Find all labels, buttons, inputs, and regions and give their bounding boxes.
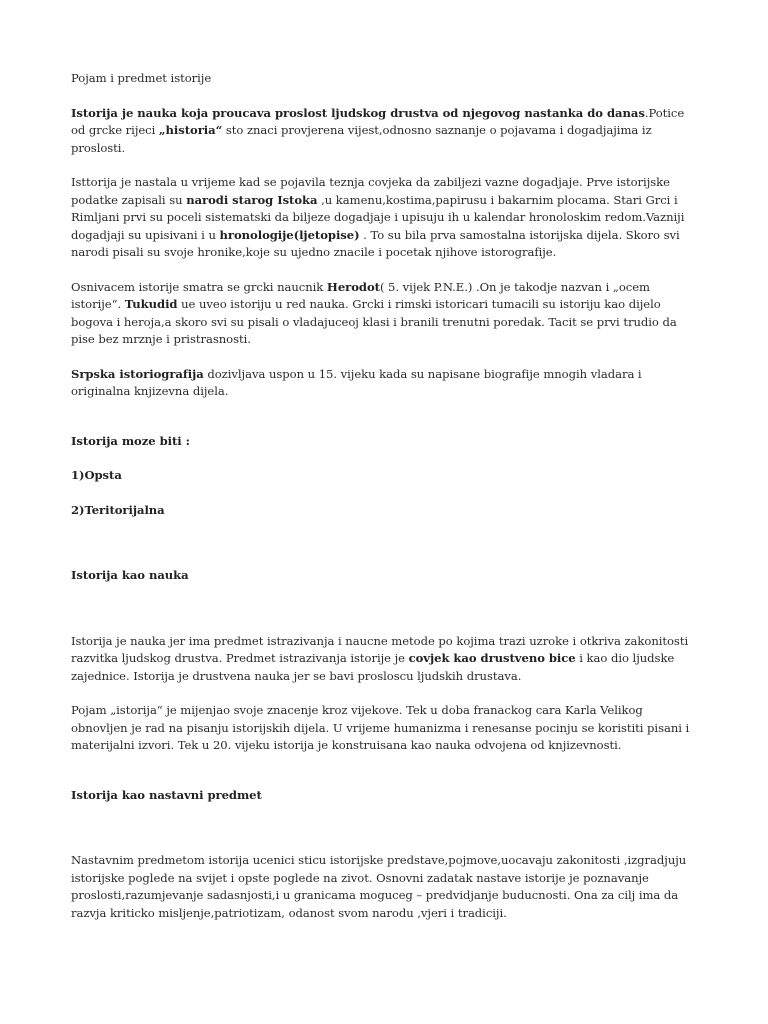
bold-text: narodi starog Istoka	[186, 192, 318, 207]
bold-text: Tukudid	[124, 297, 178, 311]
heading-nastavni-predmet: Istorija kao nastavni predmet	[71, 787, 262, 802]
list-item-opsta: 1)Opsta	[71, 468, 122, 482]
heading-kao-nauka: Istorija kao nauka	[71, 568, 189, 582]
paragraph-nastava: Nastavnim predmetom istorija ucenici sticu istorijske predstave,pojmove,uocavaju zakonitosti ,izgradjuju istorijske poglede na svijet i opste poglede na zivot. Osnovni zadatak nastave istorije je poznavanje proslosti,razumjevanje sadasnjosti,i u granicama moguceg – predvidjanje buducnosti. Ona za cilj ima da razvja kriticko misljenje,patriotizam, odanost svom narodu ,vjeri i tradiciji.	[71, 853, 687, 920]
bold-text: Srpska istoriografija	[71, 366, 204, 381]
bold-text: covjek kao drustveno bice	[408, 651, 576, 665]
bold-text: Herodot	[326, 279, 380, 294]
bold-text: Istorija je nauka koja proucava proslost ljudskog drustva od njegovog nastanka do danas	[71, 105, 645, 120]
paragraph-srpska: Srpska istoriografija dozivljava uspon u 15. vijeku kada su napisane biografije mnogih vladara i originalna knjizevna dijela.	[71, 366, 642, 398]
paragraph-origin: Isttorija je nastala u vrijeme kad se pojavila teznja covjeka da zabiljezi vazne dogadjaje. Prve istorijske podatke zapisali su narodi starog Istoka ,u kamenu,kostima,papirusu i bakarnim plocama. Stari Grci i Rimljani prvi su poceli sistematski da biljeze dogadjaje i upisuju ih u kalendar hronoloskim redom.Vazniji dogadjaji su upisivani i u hronologije(ljetopise) . To su bila prva samostalna istorijska dijela. Skoro svi narodi pisali su svoje hronike,koje su ujedno znacile i pocetak njihove istorografije.	[71, 175, 685, 259]
list-item-teritorijalna: 2)Teritorijalna	[71, 502, 165, 517]
paragraph-pojam: Pojam „istorija“ je mijenjao svoje znacenje kroz vijekove. Tek u doba franackog cara Karla Velikog obnovljen je rad na pisanju istorijskih dijela. U vrijeme humanizma i renesanse pocinju se koristiti pisani i materijalni izvori. Tek u 20. vijeku istorija je konstruisana kao nauka odvojena od knjizevnosti.	[71, 703, 690, 752]
paragraph-definition: Istorija je nauka koja proucava proslost ljudskog drustva od njegovog nastanka do danas.Potice od grcke rijeci „historia“ sto znaci provjerena vijest,odnosno saznanje o pojavama i dogadjajima iz proslosti.	[71, 105, 685, 155]
bold-text: „historia“	[158, 123, 223, 137]
heading-moze-biti: Istorija moze biti :	[71, 433, 190, 448]
document-page	[71, 70, 701, 922]
paragraph-herodot: Osnivacem istorije smatra se grcki naucnik Herodot( 5. vijek P.N.E.) .On je takodje nazvan i „ocem istorije“. Tukudid ue uveo istoriju u red nauka. Grcki i rimski istoricari tumacili su istoriju kao dijelo bogova i heroja,a skoro svi su pisali o vladajuceoj klasi i branili trenutni poredak. Tacit se prvi trudio da pise bez mrznje i pristrasnosti.	[71, 279, 677, 346]
page-title: Pojam i predmet istorije	[71, 71, 212, 85]
bold-text: hronologije(ljetopise)	[219, 227, 360, 242]
paragraph-nauka: Istorija je nauka jer ima predmet istrazivanja i naucne metode po kojima trazi uzroke i otkriva zakonitosti razvitka ljudskog drustva. Predmet istrazivanja istorije je covjek kao drustveno bice i kao dio ljudske zajednice. Istorija je drustvena nauka jer se bavi prosloscu ljudskih drustava.	[71, 633, 689, 683]
